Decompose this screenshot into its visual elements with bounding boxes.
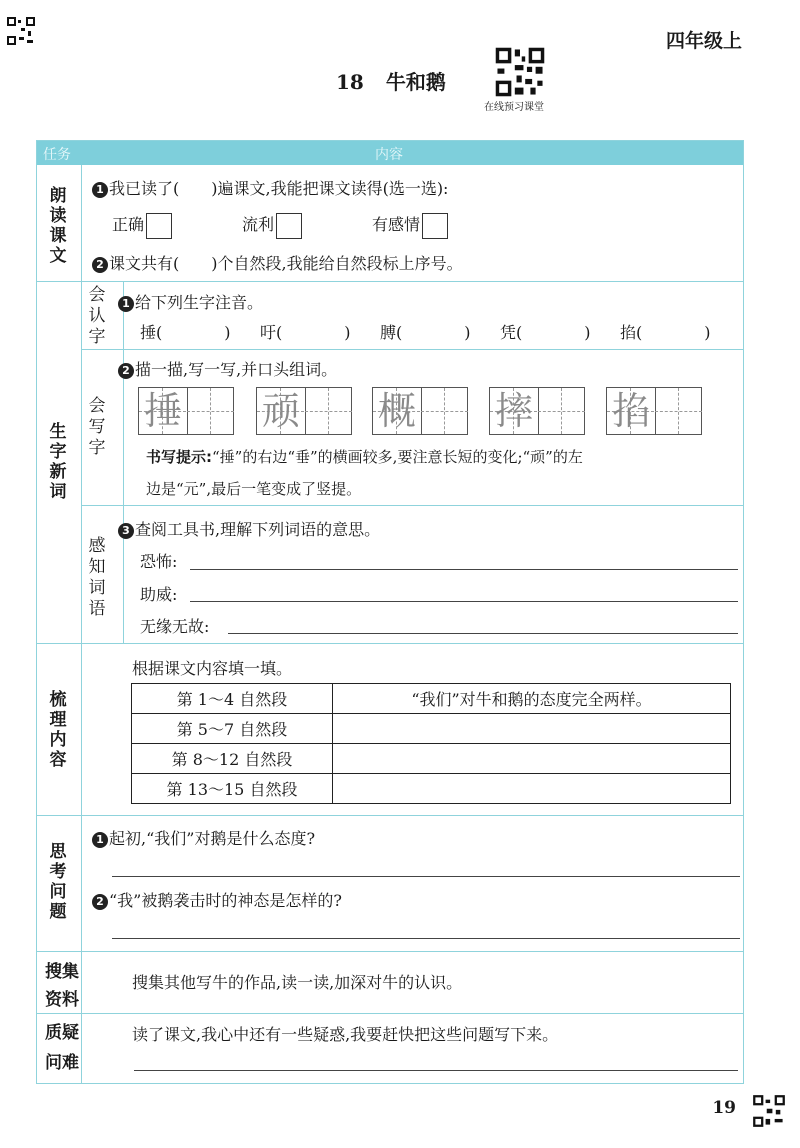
reading-question-1: 1 我已读了( )遍课文,我能把课文读得(选一选): — [92, 176, 448, 199]
lesson-title — [336, 66, 446, 95]
section-label-reading: 朗 读 课 文 — [49, 186, 67, 266]
word-label: 恐怖: — [140, 552, 178, 571]
pinyin-item[interactable]: 吁( ) — [260, 323, 351, 342]
writing-tip-line-1: 书写提示:“捶”的右边“垂”的横画较多,要注意长短的变化;“顽”的左 — [146, 448, 583, 466]
page-number: 19 — [712, 1098, 736, 1118]
answer-line[interactable] — [112, 938, 740, 939]
writing-grid[interactable] — [256, 387, 352, 435]
para-range: 第 13～15 自然段 — [132, 774, 333, 804]
section-label-sort: 梳 理 内 容 — [49, 690, 67, 770]
trace-character: 概 — [377, 389, 416, 433]
answer-line[interactable] — [190, 601, 738, 602]
number-badge: 1 — [92, 182, 108, 198]
think-question-1: 1 起初,“我们”对鹅是什么态度? — [92, 826, 315, 849]
checkbox-correct[interactable] — [146, 213, 172, 239]
think-question-2: 2 “我”被鹅袭击时的神态是怎样的? — [92, 888, 342, 911]
number-badge: 3 — [118, 523, 134, 539]
corner-qr-code-bottom-right — [752, 1094, 786, 1128]
pinyin-item[interactable]: 凭( ) — [500, 323, 591, 342]
para-range: 第 8～12 自然段 — [132, 744, 333, 774]
trace-character: 掐 — [611, 389, 650, 433]
checkbox-emotion[interactable] — [422, 213, 448, 239]
corner-qr-code-top-left — [6, 16, 36, 46]
para-summary[interactable] — [333, 744, 731, 774]
number-badge: 2 — [92, 257, 108, 273]
sublabel-perceive: 感 知 词 语 — [88, 536, 106, 619]
qr-caption: 在线预习课堂 — [484, 102, 544, 113]
questions-text: 读了课文,我心中还有一些疑惑,我要赶快把这些问题写下来。 — [132, 1025, 559, 1044]
writing-tip-line-2: 边是“元”,最后一笔变成了竖提。 — [146, 480, 362, 498]
paragraph-table — [131, 683, 731, 804]
lesson-number: 18 — [336, 70, 364, 94]
writing-grid[interactable] — [606, 387, 702, 435]
grade-label: 四年级上 — [665, 30, 742, 52]
section-label-new-words: 生 字 新 词 — [49, 422, 67, 502]
table-header — [37, 141, 743, 165]
section-label-questions: 质疑 问难 — [45, 1023, 79, 1073]
para-summary[interactable] — [333, 714, 731, 744]
number-badge: 1 — [92, 832, 108, 848]
pinyin-item[interactable]: 掐( ) — [620, 323, 711, 342]
task-table — [36, 140, 744, 1084]
trace-character: 捶 — [143, 389, 182, 433]
reading-option-correct: 正确 — [112, 212, 172, 239]
writing-grid[interactable] — [372, 387, 468, 435]
writing-grid[interactable] — [138, 387, 234, 435]
table-row — [132, 714, 731, 744]
number-badge: 2 — [118, 363, 134, 379]
sort-intro: 根据课文内容填一填。 — [132, 659, 293, 678]
reading-option-fluent: 流利 — [242, 212, 302, 239]
para-summary[interactable] — [333, 774, 731, 804]
checkbox-fluent[interactable] — [276, 213, 302, 239]
tip-label: 书写提示: — [146, 448, 212, 466]
section-label-collect: 搜集 资料 — [45, 962, 79, 1010]
header-content: 内容 — [375, 147, 403, 163]
para-summary[interactable]: “我们”对牛和鹅的态度完全两样。 — [333, 684, 731, 714]
section-label-think: 思 考 问 题 — [49, 842, 67, 922]
number-badge: 2 — [92, 894, 108, 910]
pinyin-item[interactable]: 捶( ) — [140, 323, 231, 342]
writing-grid[interactable] — [489, 387, 585, 435]
reading-option-emotion: 有感情 — [372, 212, 448, 239]
para-range: 第 5～7 自然段 — [132, 714, 333, 744]
trace-character: 摔 — [494, 389, 533, 433]
recognize-question: 1 给下列生字注音。 — [118, 290, 263, 313]
answer-line[interactable] — [190, 569, 738, 570]
table-row — [132, 684, 731, 714]
answer-line[interactable] — [134, 1070, 738, 1071]
sublabel-recognize: 会 认 字 — [88, 285, 106, 347]
table-row — [132, 774, 731, 804]
write-question: 2 描一描,写一写,并口头组词。 — [118, 357, 337, 380]
perceive-question: 3 查阅工具书,理解下列词语的意思。 — [118, 517, 380, 540]
header-task: 任务 — [43, 147, 71, 163]
answer-line[interactable] — [228, 633, 738, 634]
pinyin-item[interactable]: 膊( ) — [380, 323, 471, 342]
answer-line[interactable] — [112, 876, 740, 877]
number-badge: 1 — [118, 296, 134, 312]
table-row — [132, 744, 731, 774]
trace-character: 顽 — [261, 389, 300, 433]
sublabel-write: 会 写 字 — [88, 396, 106, 458]
word-label: 助威: — [140, 585, 178, 604]
para-range: 第 1～4 自然段 — [132, 684, 333, 714]
preview-qr-code[interactable] — [494, 46, 546, 98]
collect-text: 搜集其他写牛的作品,读一读,加深对牛的认识。 — [132, 973, 463, 992]
lesson-name: 牛和鹅 — [385, 70, 446, 94]
reading-question-2: 2 课文共有( )个自然段,我能给自然段标上序号。 — [92, 251, 463, 274]
word-label: 无缘无故: — [140, 617, 210, 636]
